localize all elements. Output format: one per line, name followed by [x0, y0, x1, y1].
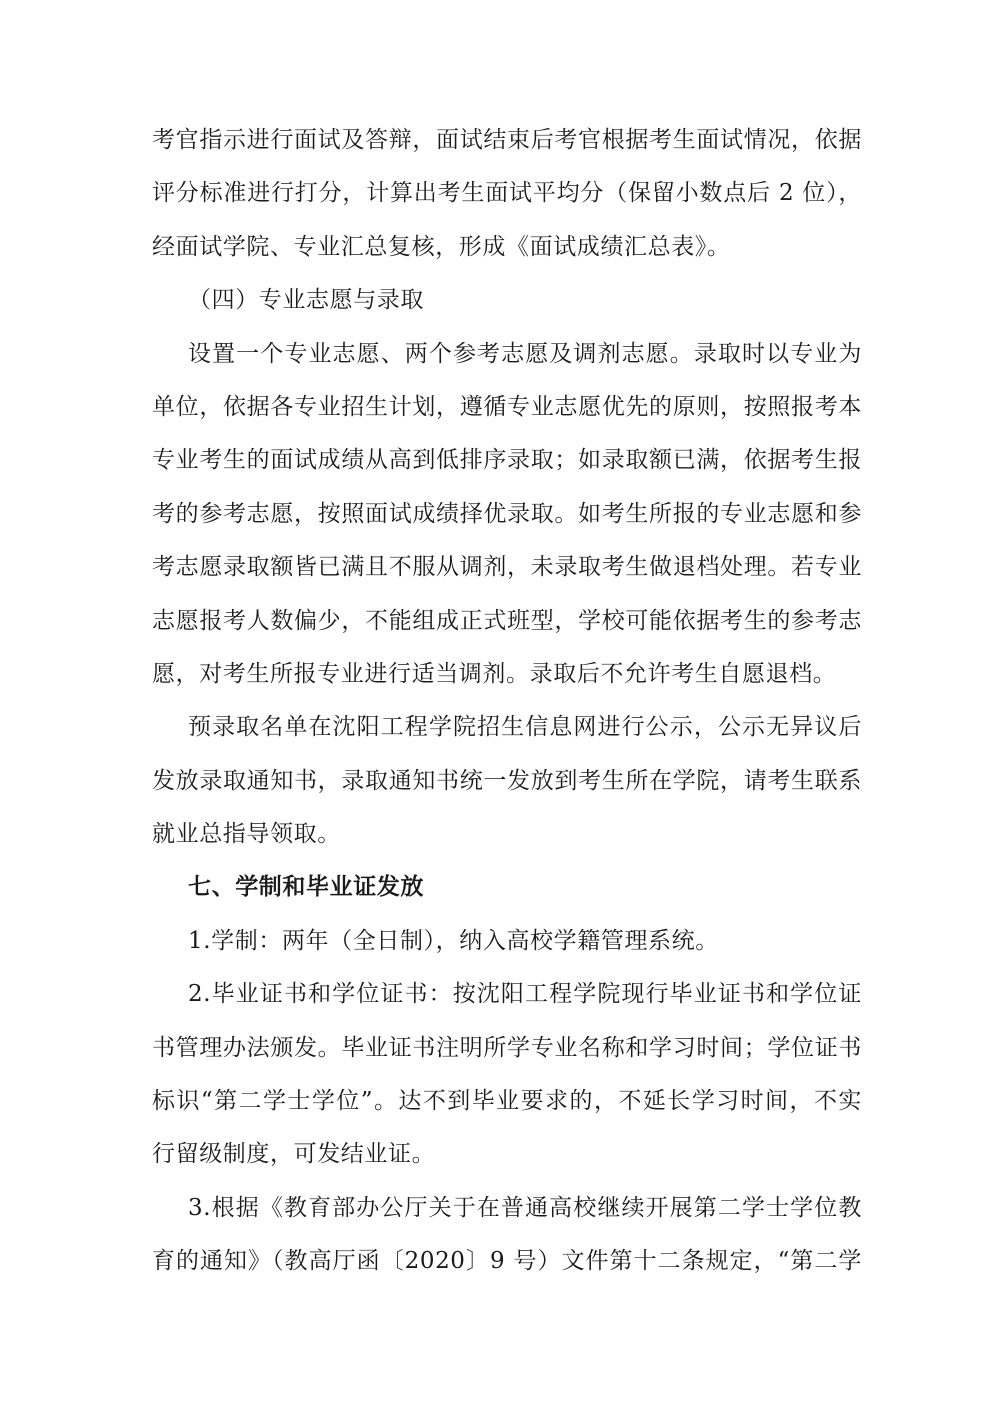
list-item-line: 行留级制度，可发结业证。	[152, 1141, 436, 1168]
list-item-line: 标识“第二学士学位”。达不到毕业要求的，不延长学习时间，不实	[152, 1088, 862, 1115]
paragraph-line: 志愿报考人数偏少，不能组成正式班型，学校可能依据考生的参考志	[152, 607, 862, 634]
paragraph-line: 愿，对考生所报专业进行适当调剂。录取后不允许考生自愿退档。	[152, 660, 837, 687]
paragraph-line: 考志愿录取额皆已满且不服从调剂，未录取考生做退档处理。若专业	[152, 554, 862, 581]
paragraph-line: 经面试学院、专业汇总复核，形成《面试成绩汇总表》。	[152, 233, 731, 260]
paragraph-line: 考的参考志愿，按照面试成绩择优录取。如考生所报的专业志愿和参	[152, 500, 862, 527]
paragraph-line: 考官指示进行面试及答辩，面试结束后考官根据考生面试情况，依据	[152, 127, 862, 153]
list-item-line: 1.学制：两年（全日制），纳入高校学籍管理系统。	[188, 927, 719, 954]
paragraph-line: 就业总指导领取。	[152, 821, 341, 848]
paragraph-line: 设置一个专业志愿、两个参考志愿及调剂志愿。录取时以专业为	[188, 340, 862, 367]
subsection-heading: （四）专业志愿与录取	[188, 287, 424, 314]
paragraph-line: 评分标准进行打分，计算出考生面试平均分（保留小数点后 2 位），	[152, 180, 862, 207]
list-item-line: 3.根据《教育部办公厅关于在普通高校继续开展第二学士学位教	[188, 1194, 862, 1221]
paragraph-line: 专业考生的面试成绩从高到低排序录取；如录取额已满，依据考生报	[152, 447, 862, 474]
list-item-line: 2.毕业证书和学位证书：按沈阳工程学院现行毕业证书和学位证	[188, 981, 862, 1008]
paragraph-line: 发放录取通知书，录取通知书统一发放到考生所在学院，请考生联系	[152, 767, 862, 794]
list-item-line: 书管理办法颁发。毕业证书注明所学专业名称和学习时间；学位证书	[152, 1034, 862, 1061]
document-page	[152, 114, 862, 1289]
list-item-line: 育的通知》（教高厅函〔2020〕9 号）文件第十二条规定，“第二学	[152, 1248, 862, 1275]
paragraph-line: 预录取名单在沈阳工程学院招生信息网进行公示，公示无异议后	[188, 714, 862, 741]
paragraph-line: 单位，依据各专业招生计划，遵循专业志愿优先的原则，按照报考本	[152, 393, 862, 420]
section-heading: 七、学制和毕业证发放	[188, 874, 424, 901]
